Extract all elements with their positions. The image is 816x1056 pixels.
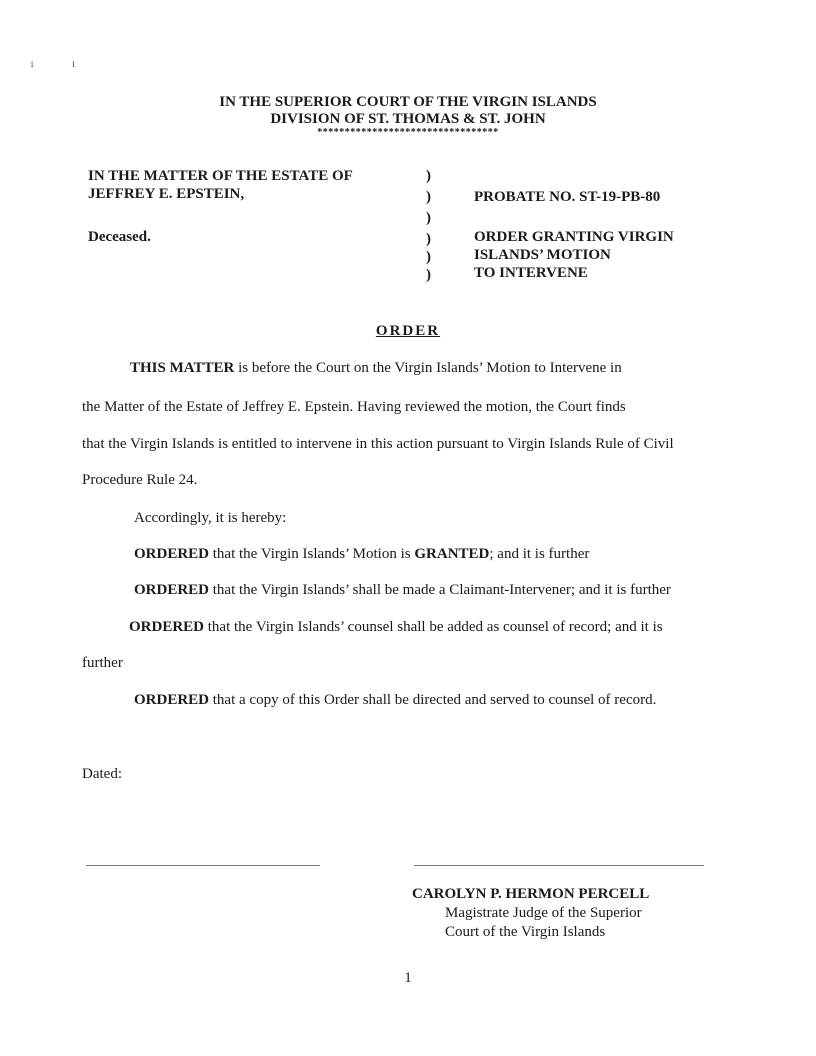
granted-keyword: GRANTED (414, 546, 490, 562)
page-number: 1 (404, 970, 412, 986)
document-title-line2: ISLANDS’ MOTION (474, 247, 611, 263)
intro-line1 (130, 358, 622, 378)
ordered-clause-4 (134, 690, 656, 710)
caption-paren: ) (426, 168, 431, 184)
ordered-text: that a copy of this Order shall be directed and served to counsel of record. (209, 692, 657, 708)
document-title-line3: TO INTERVENE (474, 265, 588, 281)
caption-matter-line1: IN THE MATTER OF THE ESTATE OF (88, 168, 353, 184)
ordered-clause-3-continued: further (82, 655, 123, 671)
ordered-keyword: ORDERED (134, 692, 210, 708)
intro-line4: Procedure Rule 24. (82, 472, 198, 488)
caption-paren: ) (426, 249, 431, 265)
ordered-text: that the Virgin Islands’ Motion is (209, 546, 415, 562)
caption-deceased: Deceased. (88, 229, 151, 245)
judge-title-line1: Magistrate Judge of the Superior (445, 905, 642, 921)
caption-paren: ) (426, 267, 431, 283)
separator-stars: ********************************* (317, 127, 499, 138)
intro-line3: that the Virgin Islands is entitled to intervene in this action pursuant to Virgin Islands Rule of Civil (82, 436, 674, 452)
ordered-text: that the Virgin Islands’ counsel shall be added as counsel of record; and it is (204, 619, 663, 635)
judge-signature-line (414, 865, 704, 866)
scan-marks (30, 60, 113, 69)
ordered-text: that the Virgin Islands’ shall be made a Claimant-Intervener; and it is further (209, 582, 671, 598)
scan-mark: 1 (30, 60, 34, 69)
scan-mark: I (72, 60, 75, 69)
intro-line2: the Matter of the Estate of Jeffrey E. Epstein. Having reviewed the motion, the Court finds (82, 399, 626, 415)
ordered-clause-1 (134, 544, 589, 564)
ordered-clause-3 (129, 617, 663, 637)
ordered-keyword: ORDERED (129, 619, 205, 635)
date-signature-line (86, 865, 320, 866)
probate-number: PROBATE NO. ST-19-PB-80 (474, 189, 661, 205)
intro-line1-text: is before the Court on the Virgin Islands’ Motion to Intervene in (234, 360, 622, 376)
document-title-line1: ORDER GRANTING VIRGIN (474, 229, 674, 245)
accordingly-line: Accordingly, it is hereby: (134, 510, 287, 526)
ordered-keyword: ORDERED (134, 546, 210, 562)
ordered-text: ; and it is further (489, 546, 590, 562)
caption-paren: ) (426, 189, 431, 205)
dated-label: Dated: (82, 766, 122, 782)
judge-title-line2: Court of the Virgin Islands (445, 924, 606, 940)
ordered-keyword: ORDERED (134, 582, 210, 598)
court-name: IN THE SUPERIOR COURT OF THE VIRGIN ISLANDS (219, 94, 597, 110)
this-matter-lead: THIS MATTER (130, 360, 235, 376)
court-division: DIVISION OF ST. THOMAS & ST. JOHN (270, 111, 546, 127)
ordered-clause-2 (134, 580, 671, 600)
caption-matter-line2: JEFFREY E. EPSTEIN, (88, 186, 245, 202)
judge-name: CAROLYN P. HERMON PERCELL (412, 886, 650, 902)
caption-paren: ) (426, 210, 431, 226)
caption-paren: ) (426, 231, 431, 247)
order-title: ORDER (375, 323, 441, 339)
